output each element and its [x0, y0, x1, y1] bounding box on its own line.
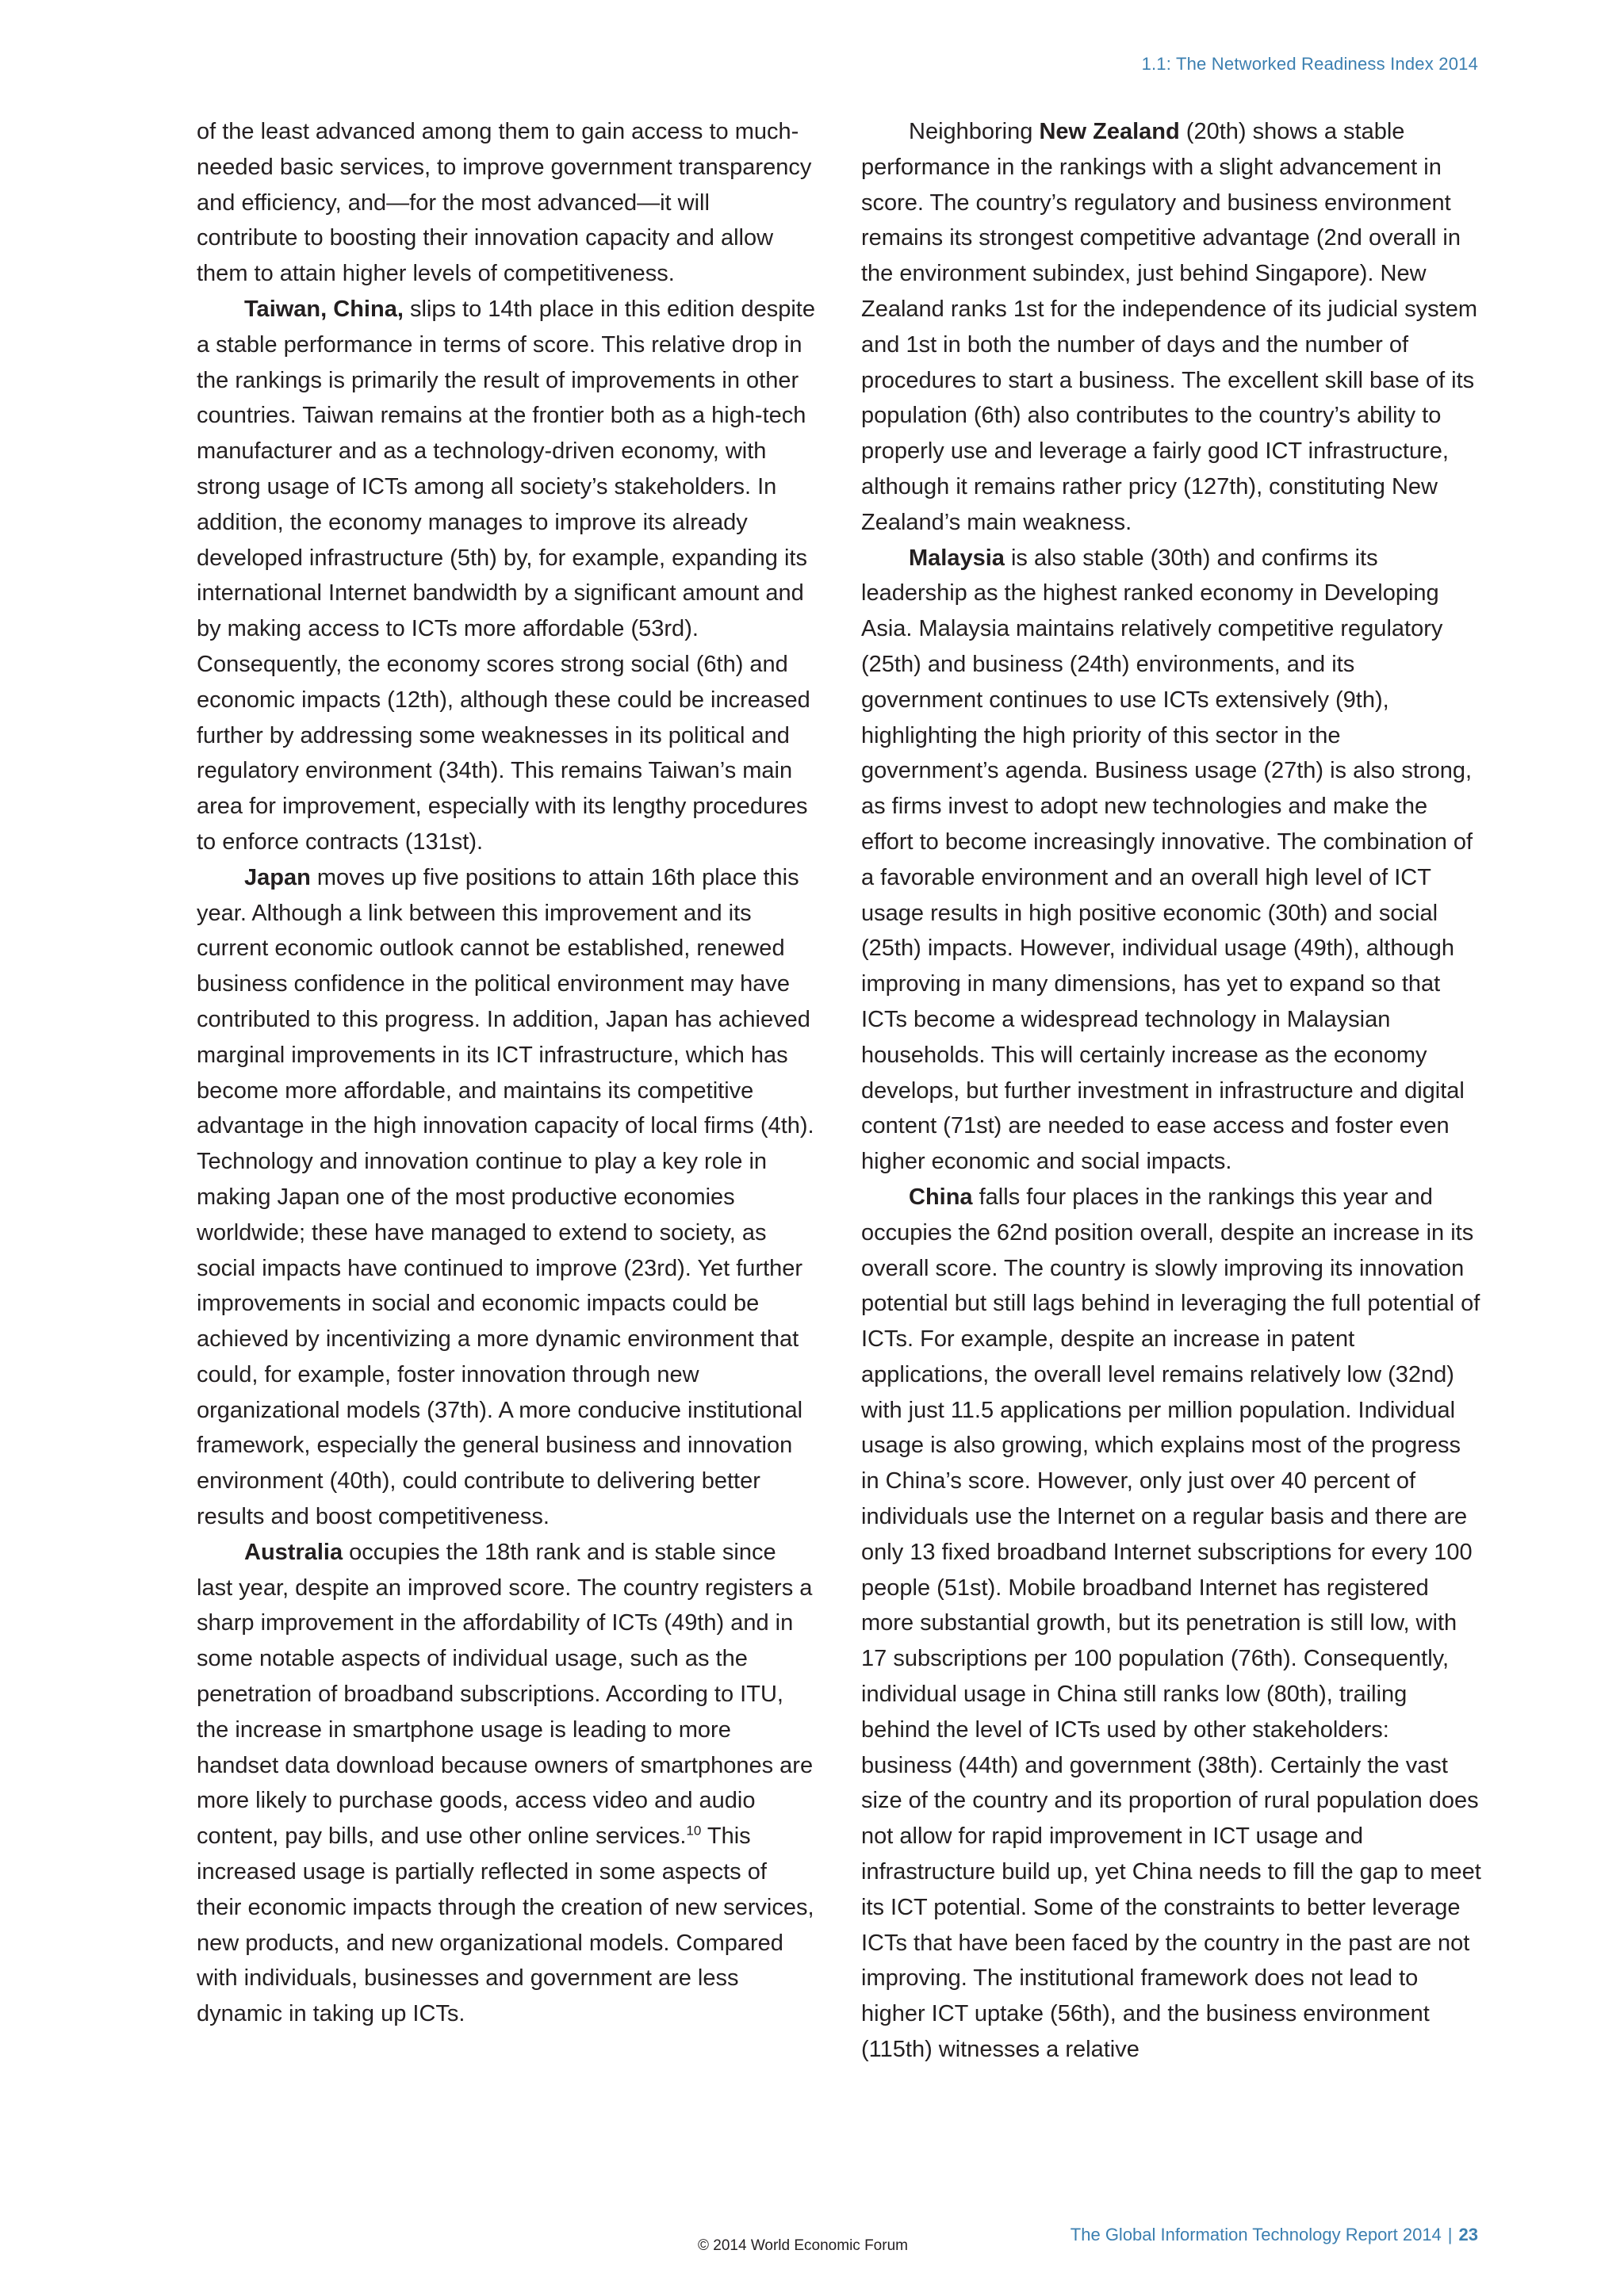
- paragraph-body: slips to 14th place in this edition despite a stable performance in terms of score. This relative drop in the rankings is primarily the result of improvements in other countries. Taiwan remains at the frontier both as a high-tech manufacturer and as a technology-driven economy, with strong usage of ICTs among all society’s stakeholders. In addition, the economy manages to improve its already developed infrastructure (5th) by, for example, expanding its international Internet bandwidth by a significant amount and by making access to ICTs more affordable (53rd). Consequently, the economy scores strong social (6th) and economic impacts (12th), although these could be increased further by addressing some weaknesses in its political and regulatory environment (34th). This remains Taiwan’s main area for improvement, especially with its lengthy procedures to enforce contracts (131st).: [197, 296, 815, 855]
- country-name-china: China: [909, 1184, 973, 1210]
- paragraph-body-tail: This increased usage is partially reflected in some aspects of their economic impacts through the creation of new services, new products, and new organizational models. Compared with individuals, businesses and government are less dynamic in taking up ICTs.: [197, 1823, 814, 2027]
- page-number: 23: [1458, 2225, 1478, 2244]
- paragraph-china: [861, 1180, 1481, 2068]
- paragraph-australia: [197, 1535, 815, 2032]
- paragraph-japan: [197, 860, 815, 1535]
- paragraph-body: (20th) shows a stable performance in the rankings with a slight advancement in score. The country’s regulatory and business environment remains its strongest competitive advantage (2nd overall in the environment subindex, just behind Singapore). New Zealand ranks 1st for the independence of its judicial system and 1st in both the number of days and the number of procedures to start a business. The excellent skill base of its population (6th) also contributes to the country’s ability to properly use and leverage a fairly good ICT infrastructure, although it remains rather pricy (127th), constituting New Zealand’s main weakness.: [861, 119, 1477, 535]
- paragraph-body: is also stable (30th) and confirms its leadership as the highest ranked economy in Developing Asia. Malaysia maintains relatively competitive regulatory (25th) and business (24th) environments, and its government continues to use ICTs extensively (9th), highlighting the high priority of this sector in the government’s agenda. Business usage (27th) is also strong, as firms invest to adopt new technologies and make the effort to become increasingly innovative. The combination of a favorable environment and an overall high level of ICT usage results in high positive economic (30th) and social (25th) impacts. However, individual usage (49th), although improving in many dimensions, has yet to expand so that ICTs become a widespread technology in Malaysian households. This will certainly increase as the economy develops, but further investment in infrastructure and digital content (71st) are needed to ease access and foster even higher economic and social impacts.: [861, 545, 1473, 1175]
- paragraph-body: falls four places in the rankings this year and occupies the 62nd position overall, despite an increase in its overall score. The country is slowly improving its innovation potential but still lags behind in leveraging the full potential of ICTs. For example, despite an increase in patent applications, the overall level remains relatively low (32nd) with just 11.5 applications per million population. Individual usage is also growing, which explains most of the progress in China’s score. However, only just over 40 percent of individuals use the Internet on a regular basis and there are only 13 fixed broadband Internet subscriptions for every 100 people (51st). Mobile broadband Internet has registered more substantial growth, but its penetration is still low, with 17 subscriptions per 100 population (76th). Consequently, individual usage in China still ranks low (80th), trailing behind the level of ICTs used by other stakeholders: business (44th) and government (38th). Certainly the vast size of the country and its proportion of rural population does not allow for rapid improvement in ICT usage and infrastructure build up, yet China needs to fill the gap to meet its ICT potential. Some of the constraints to better leverage ICTs that have been faced by the country in the past are not improving. The institutional framework does not lead to higher ICT uptake (56th), and the business environment (115th) witnesses a relative: [861, 1184, 1481, 2063]
- country-name-new-zealand: New Zealand: [1039, 119, 1180, 144]
- running-header: 1.1: The Networked Readiness Index 2014: [1141, 54, 1478, 74]
- copyright-notice: © 2014 World Economic Forum: [698, 2237, 908, 2254]
- left-column: [197, 114, 815, 2032]
- paragraph-new-zealand: [861, 114, 1481, 541]
- country-name-taiwan: Taiwan, China,: [244, 296, 404, 322]
- footer-report-line: [1071, 2225, 1478, 2245]
- paragraph-body: occupies the 18th rank and is stable since last year, despite an improved score. The country registers a sharp improvement in the affordability of ICTs (49th) and in some notable aspects of individual usage, such as the penetration of broadband subscriptions. According to ITU, the increase in smartphone usage is leading to more handset data download because owners of smartphones are more likely to purchase goods, access video and audio content, pay bills, and use other online services.: [197, 1539, 814, 1850]
- country-name-australia: Australia: [244, 1539, 343, 1565]
- country-name-malaysia: Malaysia: [909, 545, 1005, 571]
- paragraph-prefix: Neighboring: [909, 119, 1040, 144]
- report-title: The Global Information Technology Report 2014: [1070, 2225, 1442, 2244]
- paragraph-malaysia: [861, 541, 1481, 1180]
- right-column: [861, 114, 1481, 2068]
- footer-separator: |: [1447, 2225, 1453, 2244]
- country-name-japan: Japan: [244, 864, 311, 890]
- footnote-marker: 10: [686, 1823, 702, 1839]
- paragraph-intro-continuation: of the least advanced among them to gain access to much-needed basic services, to improve government transparency and efficiency, and—for the most advanced—it will contribute to boosting their innovation capacity and allow them to attain higher levels of competitiveness.: [197, 119, 812, 287]
- paragraph-taiwan: [197, 292, 815, 860]
- paragraph-body: moves up five positions to attain 16th place this year. Although a link between this improvement and its current economic outlook cannot be established, renewed business confidence in the political environment may have contributed to this progress. In addition, Japan has achieved marginal improvements in its ICT infrastructure, which has become more affordable, and maintains its competitive advantage in the high innovation capacity of local firms (4th). Technology and innovation continue to play a key role in making Japan one of the most productive economies worldwide; these have managed to extend to society, as social impacts have continued to improve (23rd). Yet further improvements in social and economic impacts could be achieved by incentivizing a more dynamic environment that could, for example, foster innovation through new organizational models (37th). A more conducive institutional framework, especially the general business and innovation environment (40th), could contribute to delivering better results and boost competitiveness.: [197, 864, 814, 1530]
